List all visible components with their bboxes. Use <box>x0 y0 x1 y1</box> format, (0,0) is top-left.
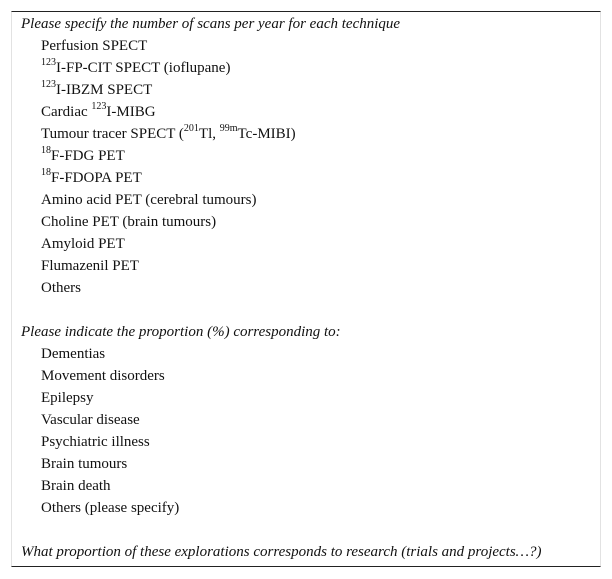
item-fdopa-pet <box>41 167 142 189</box>
item-perfusion-spect: Perfusion SPECT <box>41 38 148 54</box>
item-middle: Tl, <box>198 126 220 142</box>
item-psychiatric-illness: Psychiatric illness <box>41 434 150 450</box>
item-fp-cit-spect <box>41 57 230 79</box>
scans-per-year-heading: Please specify the number of scans per year for each technique <box>21 16 401 32</box>
item-movement-disorders: Movement disorders <box>41 368 165 384</box>
item-epilepsy: Epilepsy <box>41 390 94 406</box>
item-amino-acid-pet: Amino acid PET (cerebral tumours) <box>41 192 257 208</box>
item-others-specify: Others (please specify) <box>41 500 180 516</box>
item-flumazenil-pet: Flumazenil PET <box>41 258 139 274</box>
item-text: F-FDG PET <box>51 148 125 164</box>
item-dementias: Dementias <box>41 346 106 362</box>
isotope-superscript: 123 <box>41 79 56 90</box>
item-prefix: Tumour tracer SPECT ( <box>41 126 184 142</box>
item-text: I-MIBG <box>106 104 156 120</box>
isotope-superscript: 18 <box>41 145 51 156</box>
isotope-superscript: 201 <box>183 123 199 134</box>
item-suffix: Tc-MIBI) <box>237 126 296 142</box>
item-text: I-FP-CIT SPECT (ioflupane) <box>56 60 231 76</box>
isotope-superscript: 99m <box>219 123 238 134</box>
item-brain-death: Brain death <box>41 478 111 494</box>
item-choline-pet: Choline PET (brain tumours) <box>41 214 217 230</box>
item-brain-tumours: Brain tumours <box>41 456 128 472</box>
item-cardiac-mibg <box>41 101 156 123</box>
item-vascular-disease: Vascular disease <box>41 412 140 428</box>
research-proportion-heading: What proportion of these explorations corresponds to research (trials and projects…?) <box>21 544 542 560</box>
item-others: Others <box>41 280 81 296</box>
item-fdg-pet <box>41 145 125 167</box>
questionnaire-table <box>11 11 601 567</box>
proportion-heading: Please indicate the proportion (%) corresponding to: <box>21 324 341 340</box>
item-amyloid-pet: Amyloid PET <box>41 236 125 252</box>
item-prefix: Cardiac <box>41 104 92 120</box>
item-ibzm-spect <box>41 79 152 101</box>
item-text: F-FDOPA PET <box>51 170 142 186</box>
item-text: I-IBZM SPECT <box>56 82 153 98</box>
isotope-superscript: 18 <box>41 167 51 178</box>
isotope-superscript: 123 <box>41 57 56 68</box>
item-tumour-tracer-spect <box>41 123 296 145</box>
isotope-superscript: 123 <box>91 101 107 112</box>
